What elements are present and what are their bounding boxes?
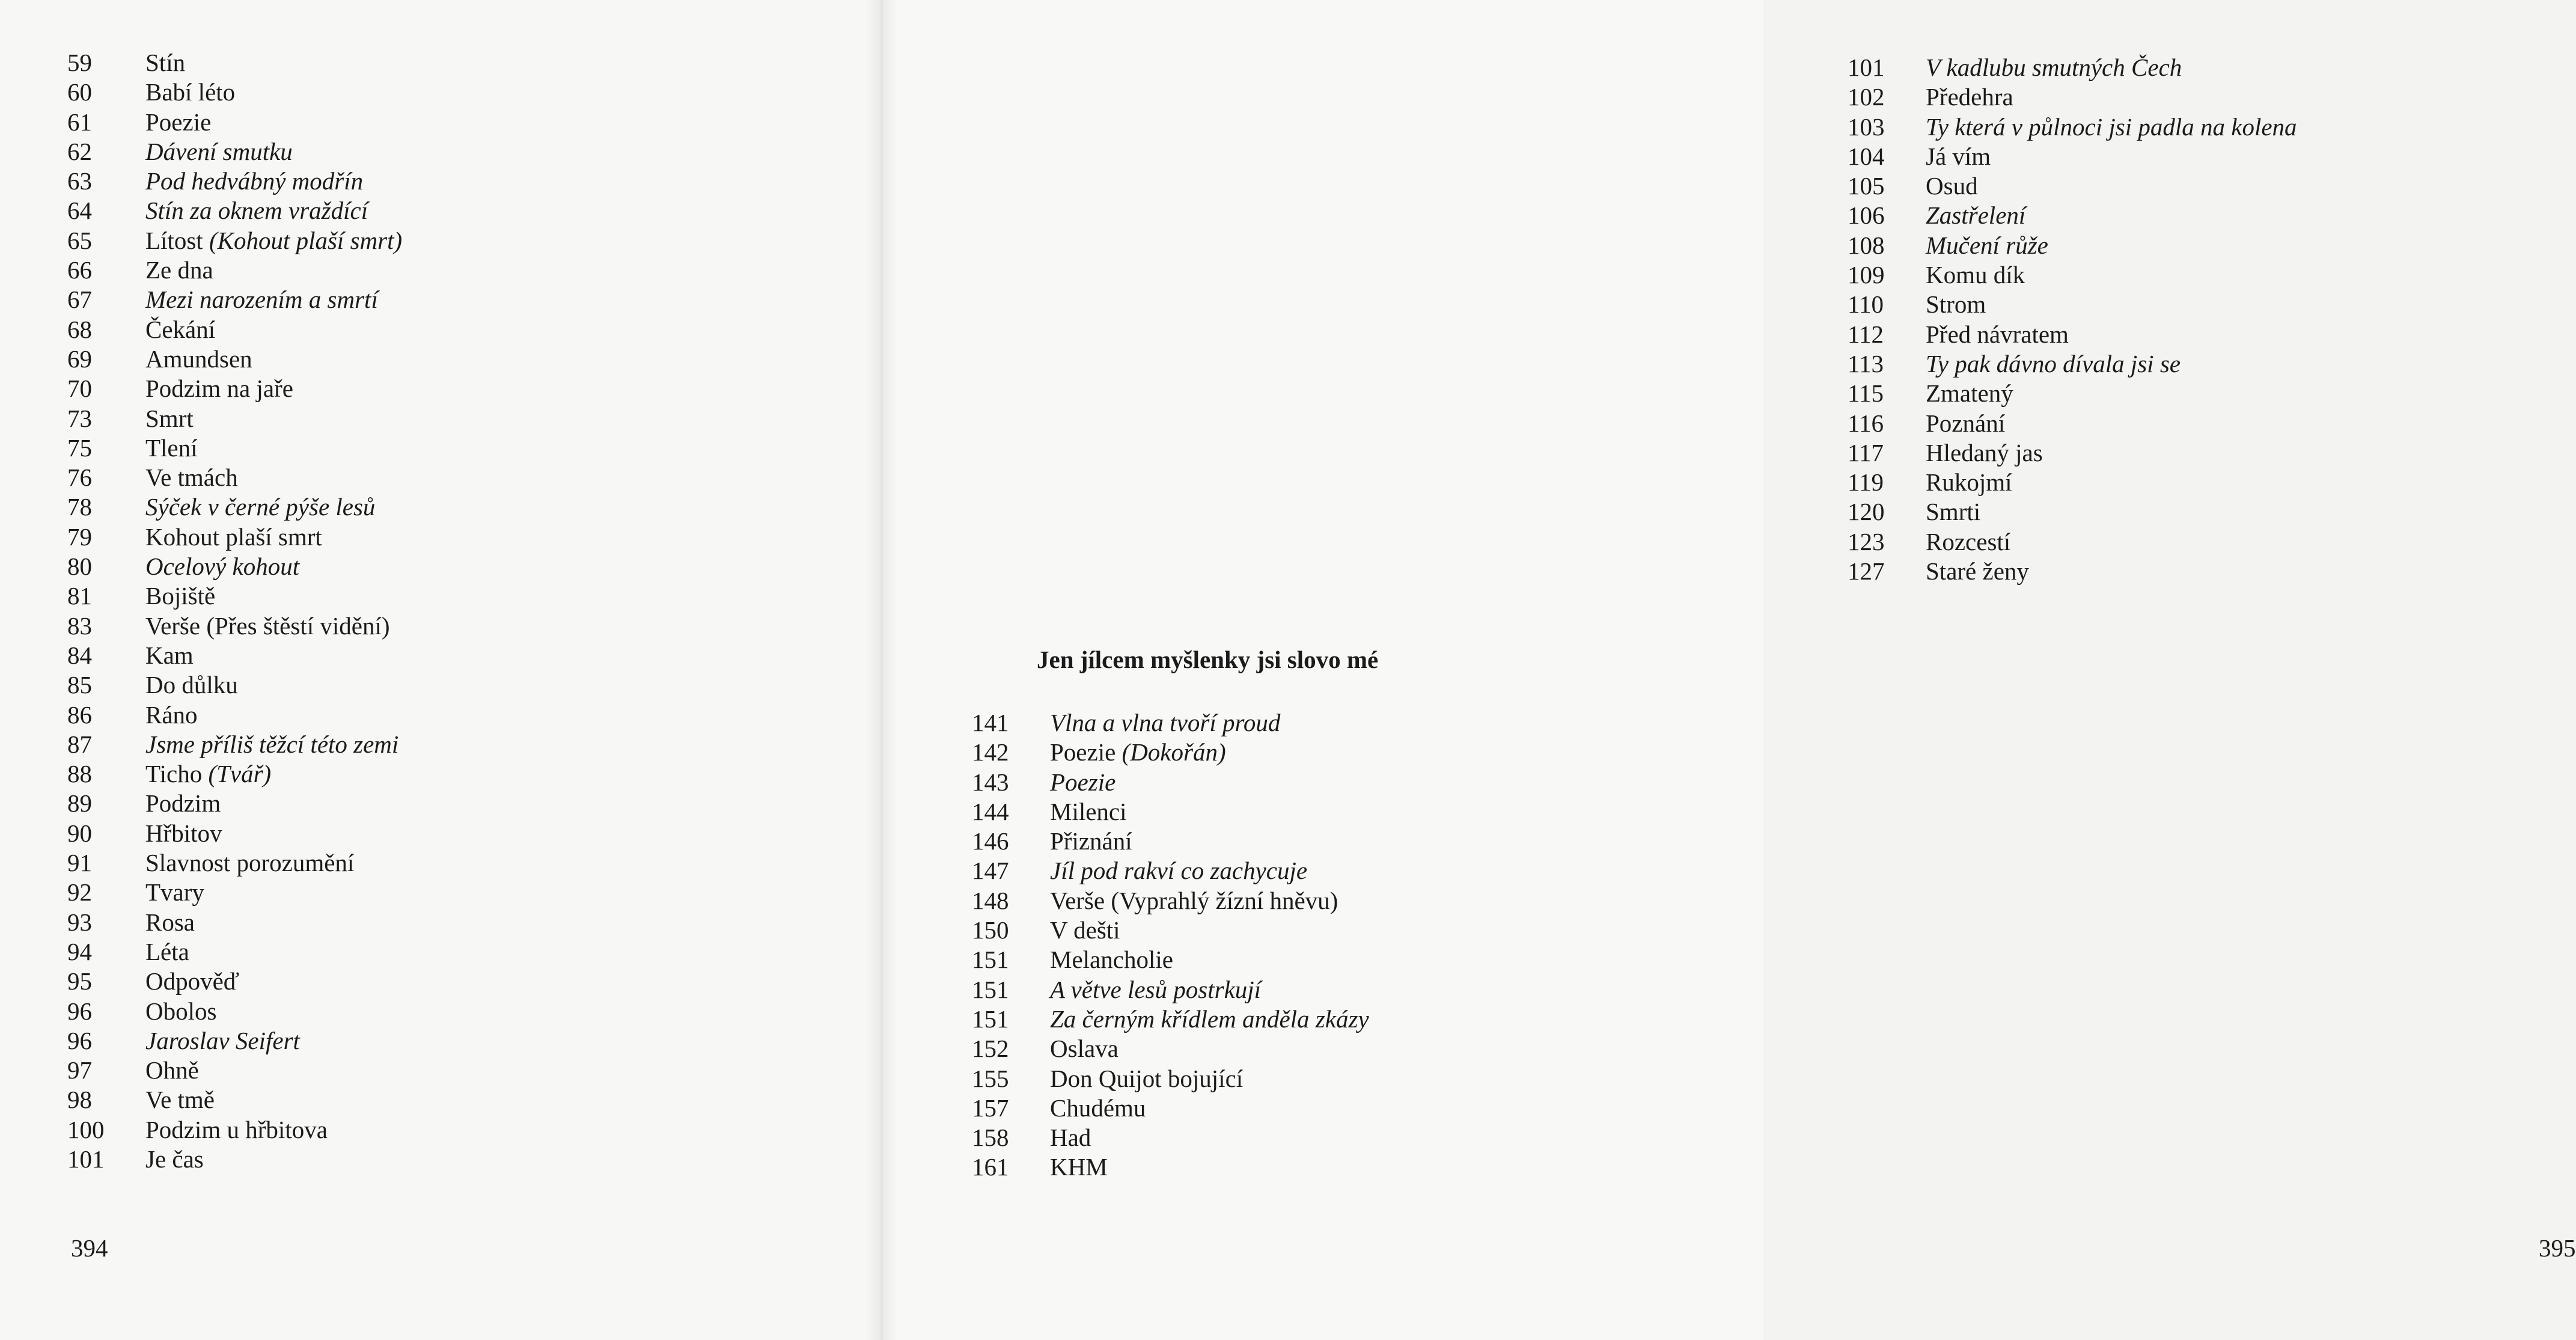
toc-entry-title: Rosa: [145, 908, 195, 936]
toc-entry-title: Podzim na jaře: [145, 375, 293, 403]
toc-entry-page-number: 151: [972, 975, 1009, 1003]
toc-entry: [67, 344, 402, 374]
toc-entry: [67, 848, 402, 878]
toc-entry-page-number: 110: [1848, 290, 1884, 319]
toc-entry-title-suffix: (Dokořán): [1116, 738, 1226, 766]
toc-entry-page-number: 86: [67, 700, 92, 729]
toc-entry: [1848, 497, 2297, 527]
page-number-left: 394: [71, 1234, 108, 1262]
toc-entry-page-number: 80: [67, 552, 92, 581]
toc-entry-title: Stín: [145, 49, 186, 76]
toc-entry-page-number: 147: [972, 857, 1009, 885]
toc-entry-page-number: 92: [67, 878, 92, 907]
toc-entry-title: Obolos: [145, 997, 217, 1025]
toc-entry-title: Čekání: [145, 315, 216, 343]
toc-entry-title: Zastřelení: [1926, 201, 2026, 230]
toc-entry-page-number: 161: [972, 1153, 1009, 1181]
toc-entry-title: Poezie: [1050, 768, 1116, 796]
toc-entry-title: Tvary: [145, 878, 204, 907]
toc-entry-title: Had: [1050, 1124, 1091, 1152]
toc-entry-title: Stín za oknem vraždící: [145, 197, 368, 225]
toc-entry-page-number: 109: [1848, 261, 1885, 289]
toc-entry-page-number: 113: [1848, 349, 1884, 378]
toc-entry-title: Za černým křídlem anděla zkázy: [1050, 1005, 1369, 1033]
toc-entry-title: Poznání: [1926, 409, 2006, 437]
toc-entry-title: Pod hedvábný modřín: [145, 167, 364, 195]
toc-entry-title-suffix: (Kohout plaší smrt): [203, 226, 403, 254]
toc-entry-title: Rozcestí: [1926, 527, 2011, 555]
toc-entry-title: Ticho: [145, 760, 203, 788]
toc-entry: [67, 226, 402, 255]
toc-entry-title: Ty pak dávno dívala jsi se: [1926, 349, 2181, 378]
toc-entry-page-number: 59: [67, 49, 92, 76]
toc-entry: [67, 492, 402, 522]
toc-entry: [972, 738, 1369, 767]
toc-entry: [67, 167, 402, 196]
toc-entry-title: Jaroslav Seifert: [145, 1026, 300, 1054]
toc-entry-page-number: 85: [67, 671, 92, 699]
toc-entry-page-number: 68: [67, 315, 92, 343]
toc-entry-page-number: 157: [972, 1094, 1009, 1122]
toc-entry: [1848, 409, 2297, 438]
toc-entry-page-number: 127: [1848, 557, 1885, 586]
book-gutter: [865, 0, 898, 1340]
toc-entry-title: Já vím: [1926, 142, 1991, 170]
toc-entry-title: V kadlubu smutných Čech: [1926, 54, 2182, 81]
toc-entry-title: Slavnost porozumění: [145, 849, 355, 877]
toc-entry-page-number: 146: [972, 827, 1009, 855]
toc-entry-title: Hřbitov: [145, 819, 222, 847]
toc-entry-page-number: 65: [67, 226, 92, 254]
toc-entry-title: Staré ženy: [1926, 557, 2029, 586]
toc-entry: [1848, 112, 2297, 142]
toc-entry-page-number: 63: [67, 167, 92, 195]
toc-entry: [972, 827, 1369, 856]
toc-entry-page-number: 106: [1848, 201, 1885, 230]
toc-entry-title: Podzim u hřbitova: [145, 1115, 328, 1143]
toc-entry: [972, 856, 1369, 886]
toc-entry-page-number: 61: [67, 108, 92, 136]
toc-entry-page-number: 96: [67, 1026, 92, 1054]
toc-entry-page-number: 83: [67, 611, 92, 640]
toc-entry-page-number: 100: [67, 1115, 105, 1143]
toc-entry-page-number: 78: [67, 493, 92, 521]
toc-entry-page-number: 143: [972, 768, 1009, 796]
toc-entry-title: Verše (Přes štěstí vidění): [145, 611, 390, 640]
toc-entry-title: Ohně: [145, 1056, 199, 1085]
toc-entry: [972, 1034, 1369, 1063]
toc-entry: [67, 404, 402, 433]
toc-entry: [67, 789, 402, 818]
toc-entry: [1848, 53, 2297, 82]
toc-entry: [67, 611, 402, 641]
toc-entry-title: Přiznání: [1050, 827, 1132, 855]
toc-entry-title: KHM: [1050, 1153, 1108, 1181]
toc-entry-page-number: 88: [67, 760, 92, 788]
toc-entry: [67, 937, 402, 967]
toc-entry: [67, 552, 402, 581]
toc-entry: [1848, 82, 2297, 112]
toc-list-right-bottom: [972, 708, 1369, 1182]
toc-entry: [67, 997, 402, 1026]
toc-entry-title: V dešti: [1050, 916, 1120, 944]
toc-entry: [67, 433, 402, 463]
toc-entry-page-number: 150: [972, 916, 1009, 944]
toc-entry-title: Poezie: [1050, 738, 1116, 766]
toc-entry: [1848, 468, 2297, 497]
toc-entry-title: Je čas: [145, 1145, 204, 1173]
toc-entry: [67, 108, 402, 137]
page-number-right: 395: [2539, 1234, 2576, 1262]
toc-entry-title: Dávení smutku: [145, 137, 293, 165]
toc-entry-title: Hledaný jas: [1926, 438, 2043, 467]
toc-entry-title: Oslava: [1050, 1035, 1119, 1063]
toc-entry: [972, 975, 1369, 1005]
toc-entry: [1848, 527, 2297, 557]
toc-entry-title: Ze dna: [145, 256, 213, 284]
toc-entry-title: Jíl pod rakví co zachycuje: [1050, 857, 1308, 885]
toc-entry-page-number: 70: [67, 375, 92, 403]
toc-entry-page-number: 67: [67, 286, 92, 314]
toc-entry-page-number: 102: [1848, 83, 1885, 111]
toc-entry-page-number: 96: [67, 997, 92, 1025]
toc-entry-page-number: 69: [67, 344, 92, 373]
toc-entry-page-number: 62: [67, 137, 92, 165]
toc-entry-title: Rukojmí: [1926, 468, 2012, 497]
toc-entry: [67, 48, 402, 78]
toc-entry: [972, 1005, 1369, 1034]
toc-entry: [1848, 171, 2297, 201]
toc-entry-title: Ve tmě: [145, 1086, 215, 1114]
toc-entry-page-number: 151: [972, 1005, 1009, 1033]
toc-entry-title: Sýček v černé pýše lesů: [145, 493, 376, 521]
toc-entry-page-number: 152: [972, 1035, 1009, 1063]
toc-entry-title: Ty která v půlnoci jsi padla na kolena: [1926, 112, 2297, 141]
toc-entry-title: Osud: [1926, 172, 1978, 200]
toc-entry-page-number: 151: [972, 946, 1009, 974]
toc-entry: [1848, 349, 2297, 379]
toc-entry-page-number: 93: [67, 908, 92, 936]
toc-entry: [1848, 320, 2297, 349]
toc-entry-page-number: 148: [972, 886, 1009, 914]
toc-entry-page-number: 104: [1848, 142, 1885, 170]
toc-entry: [67, 819, 402, 848]
toc-entry: [67, 700, 402, 730]
toc-entry: [67, 1026, 402, 1056]
toc-entry: [67, 255, 402, 285]
toc-entry-page-number: 141: [972, 709, 1009, 736]
toc-entry: [972, 1094, 1369, 1123]
toc-entry-page-number: 97: [67, 1056, 92, 1085]
toc-entry-page-number: 66: [67, 256, 92, 284]
toc-entry-page-number: 120: [1848, 498, 1885, 526]
toc-list-left: [67, 48, 402, 1174]
toc-entry-page-number: 76: [67, 463, 92, 492]
toc-entry-title: Tlení: [145, 433, 198, 462]
toc-entry: [1848, 201, 2297, 230]
toc-entry: [972, 1123, 1369, 1152]
toc-entry: [67, 1115, 402, 1145]
toc-entry-title: Don Quijot bojující: [1050, 1064, 1244, 1092]
toc-list-right-top: [1848, 53, 2297, 586]
toc-entry-title: Ve tmách: [145, 463, 238, 492]
toc-entry: [67, 581, 402, 611]
toc-entry-page-number: 64: [67, 197, 92, 225]
toc-entry: [67, 670, 402, 700]
toc-entry-page-number: 81: [67, 582, 92, 610]
toc-entry: [67, 730, 402, 759]
toc-entry: [1848, 438, 2297, 468]
toc-entry: [67, 137, 402, 167]
toc-entry-title: Kohout plaší smrt: [145, 522, 322, 551]
toc-entry-title: Milenci: [1050, 797, 1127, 825]
toc-entry-page-number: 60: [67, 78, 92, 106]
toc-entry: [1848, 142, 2297, 171]
toc-entry: [67, 1085, 402, 1115]
toc-entry: [67, 196, 402, 225]
toc-entry: [1848, 290, 2297, 319]
toc-entry-title: Před návratem: [1926, 320, 2069, 348]
toc-entry-page-number: 94: [67, 937, 92, 965]
toc-entry-page-number: 89: [67, 789, 92, 818]
toc-entry-page-number: 84: [67, 641, 92, 669]
toc-entry-title: Léta: [145, 937, 189, 965]
toc-entry: [67, 285, 402, 314]
toc-entry-page-number: 108: [1848, 231, 1885, 259]
toc-entry-page-number: 95: [67, 967, 92, 996]
toc-entry-title: Mezi narozením a smrtí: [145, 286, 378, 314]
toc-entry-title: Mučení růže: [1926, 231, 2048, 259]
toc-entry: [67, 463, 402, 492]
toc-entry-page-number: 123: [1848, 527, 1885, 555]
toc-entry: [67, 315, 402, 344]
toc-entry: [67, 878, 402, 907]
toc-entry-page-number: 115: [1848, 379, 1884, 408]
toc-entry-title-suffix: (Tvář): [202, 760, 272, 788]
toc-entry: [67, 374, 402, 403]
toc-entry-title: Smrt: [145, 404, 194, 432]
toc-entry-page-number: 101: [1848, 54, 1885, 81]
toc-entry-title: A větve lesů postrkují: [1050, 975, 1262, 1003]
toc-entry-page-number: 98: [67, 1086, 92, 1114]
toc-entry-page-number: 87: [67, 730, 92, 758]
section-heading: Jen jílcem myšlenky jsi slovo mé: [1037, 646, 1379, 673]
toc-entry-title: Chudému: [1050, 1094, 1146, 1122]
toc-entry-title: Strom: [1926, 290, 1986, 319]
toc-entry: [972, 708, 1369, 738]
toc-entry-page-number: 91: [67, 849, 92, 877]
toc-entry-page-number: 103: [1848, 112, 1885, 141]
toc-entry-page-number: 101: [67, 1145, 105, 1173]
toc-entry: [972, 1064, 1369, 1094]
toc-entry-page-number: 117: [1848, 438, 1884, 467]
toc-entry-page-number: 142: [972, 738, 1009, 766]
toc-entry-title: Ráno: [145, 700, 198, 729]
toc-entry: [67, 759, 402, 789]
toc-entry: [67, 1145, 402, 1174]
toc-entry: [1848, 557, 2297, 586]
toc-entry-page-number: 75: [67, 433, 92, 462]
toc-entry-title: Amundsen: [145, 344, 252, 373]
toc-entry: [972, 916, 1369, 945]
toc-entry-title: Komu dík: [1926, 261, 2025, 289]
toc-entry-page-number: 112: [1848, 320, 1884, 348]
toc-entry-title: Ocelový kohout: [145, 552, 300, 581]
toc-entry-title: Kam: [145, 641, 194, 669]
toc-entry-page-number: 105: [1848, 172, 1885, 200]
toc-entry-page-number: 73: [67, 404, 92, 432]
toc-entry-title: Bojiště: [145, 582, 216, 610]
toc-entry-title: Babí léto: [145, 78, 236, 106]
toc-entry: [1848, 260, 2297, 290]
toc-entry-title: Poezie: [145, 108, 212, 136]
toc-entry: [67, 967, 402, 996]
toc-entry: [67, 908, 402, 937]
toc-entry-title: Podzim: [145, 789, 221, 818]
toc-entry: [1848, 379, 2297, 408]
toc-entry: [67, 641, 402, 670]
toc-entry: [972, 1152, 1369, 1182]
toc-entry-title: Lítost: [145, 226, 203, 254]
toc-entry: [972, 797, 1369, 827]
toc-entry-page-number: 116: [1848, 409, 1884, 437]
left-page: [0, 0, 882, 1340]
toc-entry: [972, 886, 1369, 916]
toc-entry-title: Zmatený: [1926, 379, 2013, 408]
toc-entry: [67, 1056, 402, 1085]
toc-entry-title: Předehra: [1926, 83, 2013, 111]
toc-entry-page-number: 90: [67, 819, 92, 847]
toc-entry: [67, 78, 402, 107]
toc-entry-title: Do důlku: [145, 671, 238, 699]
toc-entry-title: Verše (Vyprahlý žízní hněvu): [1050, 886, 1338, 914]
toc-entry: [67, 522, 402, 552]
toc-entry: [972, 945, 1369, 974]
toc-entry-page-number: 79: [67, 522, 92, 551]
toc-entry-title: Melancholie: [1050, 946, 1173, 974]
toc-entry-page-number: 155: [972, 1064, 1009, 1092]
toc-entry-title: Vlna a vlna tvoří proud: [1050, 709, 1281, 736]
toc-entry: [1848, 231, 2297, 260]
toc-entry-page-number: 119: [1848, 468, 1884, 497]
toc-entry-page-number: 158: [972, 1124, 1009, 1152]
toc-entry: [972, 768, 1369, 797]
toc-entry-title: Odpověď: [145, 967, 240, 996]
toc-entry-page-number: 144: [972, 797, 1009, 825]
toc-entry-title: Smrti: [1926, 498, 1981, 526]
toc-entry-title: Jsme příliš těžcí této zemi: [145, 730, 399, 758]
